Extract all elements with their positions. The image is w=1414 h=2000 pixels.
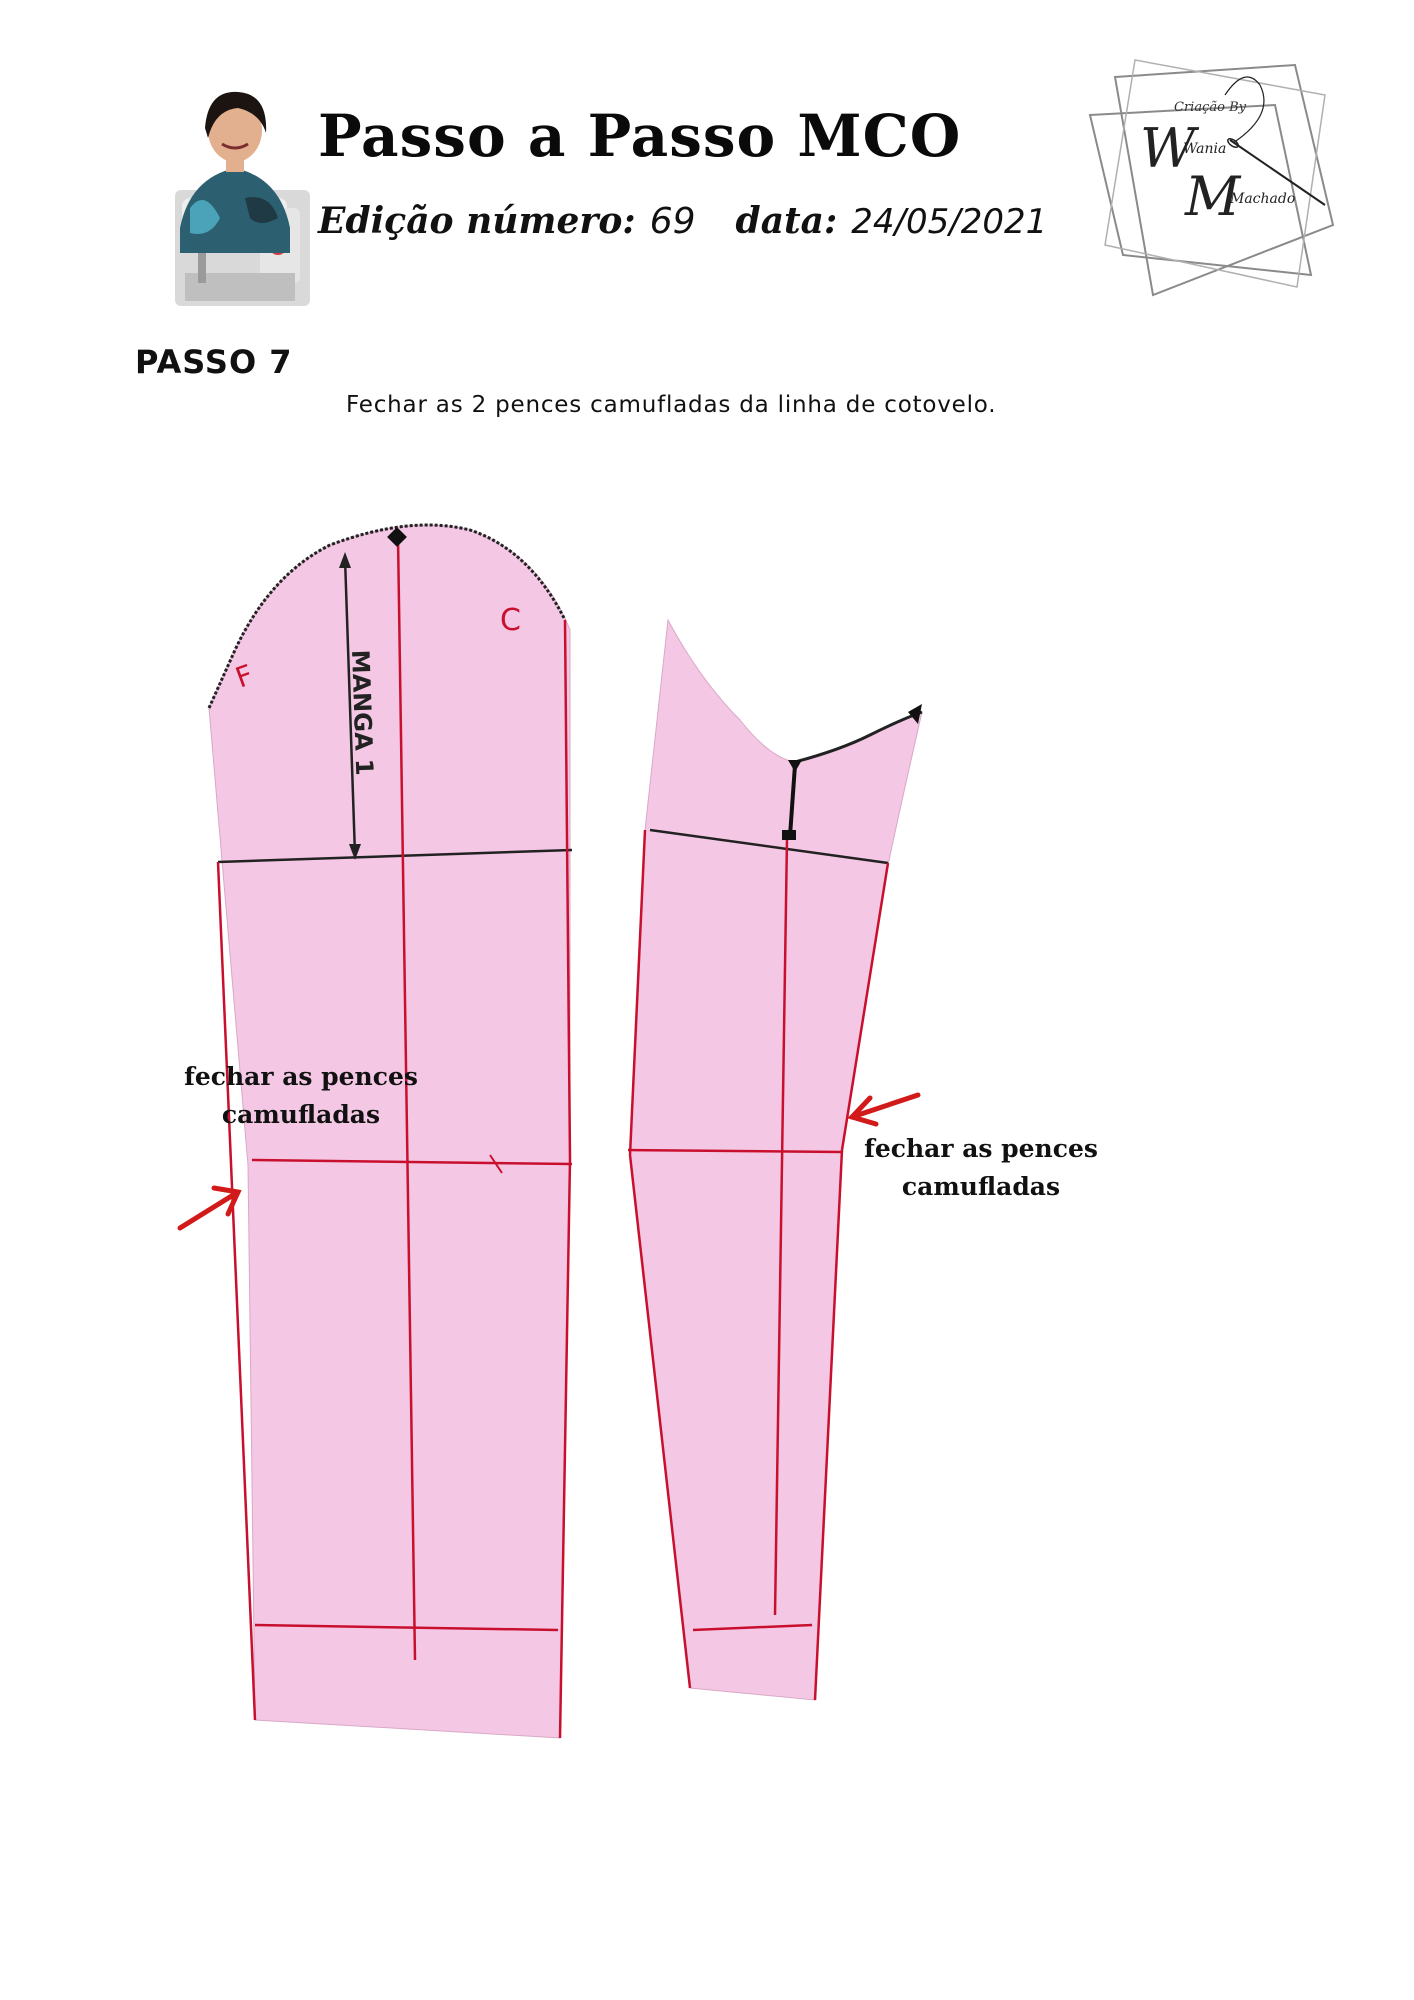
step-label: PASSO 7: [135, 343, 293, 381]
logo-text-first: Wania: [1183, 141, 1227, 157]
annotation-left-line2: camufladas: [221, 1100, 381, 1129]
edition-label: Edição número:: [318, 200, 636, 242]
brand-logo: [1075, 55, 1345, 305]
logo-text-last: Machado: [1230, 191, 1296, 207]
logo-initial-w: W: [1140, 117, 1196, 180]
annotation-right-line2: camufladas: [901, 1172, 1061, 1201]
edition-line: [318, 200, 1047, 242]
edition-number: 69: [649, 201, 696, 242]
arrow-left: [180, 1188, 238, 1228]
annotation-left-line1: fechar as pences: [184, 1062, 418, 1091]
logo-initial-m: M: [1185, 165, 1241, 228]
annotation-right-line1: fechar as pences: [864, 1134, 1098, 1163]
logo-text-top: Criação By: [1174, 100, 1246, 115]
mark-c: C: [500, 603, 521, 638]
annotation-left: [166, 1058, 436, 1134]
annotation-right: [846, 1130, 1116, 1206]
date-label: data:: [735, 200, 838, 242]
piece-label-top: MANGA 1: [346, 649, 379, 777]
author-photo: [160, 78, 310, 306]
mark-f: F: [231, 658, 258, 695]
page-title: Passo a Passo MCO: [318, 102, 962, 170]
step-instruction: Fechar as 2 pences camufladas da linha de cotovelo.: [346, 392, 997, 418]
arrow-right: [852, 1095, 918, 1124]
date-value: 24/05/2021: [851, 202, 1048, 242]
